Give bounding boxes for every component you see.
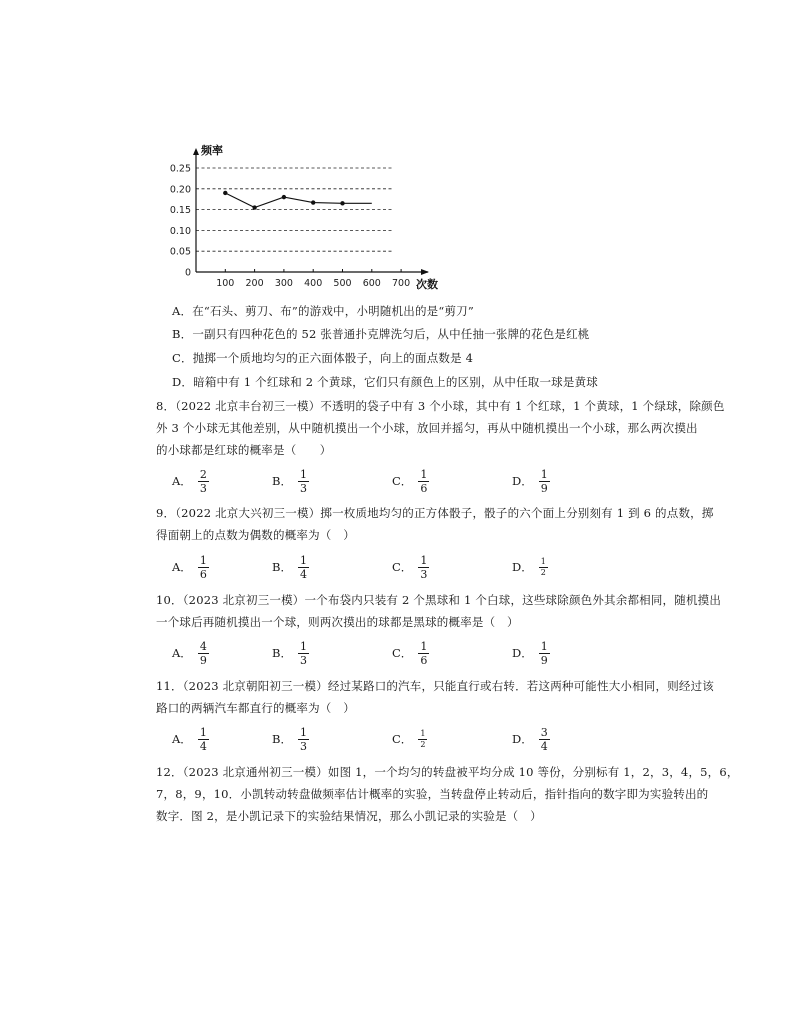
fraction: [418, 555, 429, 580]
option-letter: D．: [512, 474, 533, 488]
x-tick-label: 600: [362, 278, 381, 289]
y-tick-label: 0.15: [170, 205, 191, 217]
option-c: [392, 466, 429, 496]
fraction-denominator: 3: [299, 481, 307, 495]
option-letter: C．: [392, 646, 413, 660]
option-d: [512, 724, 550, 754]
y-axis-arrow: [193, 148, 199, 155]
option-letter: D．: [512, 732, 533, 746]
fraction-denominator: 2: [540, 567, 546, 577]
q10-stem-line-2: 一个球后再随机摸出一个球，则两次摸出的球都是黑球的概率是（ ）: [156, 615, 519, 629]
fraction: [198, 641, 209, 666]
fraction-denominator: 3: [199, 481, 207, 495]
fraction-numerator: 1: [540, 467, 548, 481]
x-tick-label: 200: [245, 278, 264, 289]
fraction-denominator: 3: [299, 739, 307, 753]
fraction-numerator: 1: [299, 553, 307, 567]
option-letter: D．: [512, 646, 533, 660]
fraction: [198, 555, 209, 580]
q11-stem-line-2: 路口的两辆汽车都直行的概率为（ ）: [156, 701, 355, 715]
option-letter: A．: [172, 732, 192, 746]
fraction-numerator: 1: [420, 467, 428, 481]
fraction-denominator: 3: [299, 653, 307, 667]
option-letter: D．: [512, 560, 533, 574]
option-c: [392, 638, 429, 668]
data-point: [282, 195, 286, 199]
series-line: [225, 193, 371, 208]
x-tick-label: 300: [274, 278, 293, 289]
fraction: [539, 727, 550, 752]
fraction: [298, 555, 309, 580]
option-letter: A．: [172, 646, 192, 660]
x-tick-label: 700: [392, 278, 411, 289]
fraction-numerator: 4: [199, 639, 207, 653]
fraction: [539, 558, 548, 577]
option-b: [272, 552, 309, 582]
q8-stem-line-2: 外 3 个小球无其他差别，从中随机摸出一个小球，放回并摇匀，再从中随机摸出一个小球，那么两次摸出: [156, 421, 698, 435]
data-point: [340, 201, 344, 205]
q9-stem-line-1: 9．（2022 北京大兴初三一模）掷一枚质地均匀的正方体骰子，骰子的六个面上分别刻有 1 到 6 的点数，掷: [156, 506, 714, 520]
fraction-denominator: 4: [299, 567, 307, 581]
option-letter: C．: [392, 560, 413, 574]
option-letter: B．: [272, 474, 292, 488]
fraction-numerator: 1: [420, 639, 428, 653]
option-b: [272, 724, 309, 754]
option-b: [272, 466, 309, 496]
fraction-denominator: 9: [540, 481, 548, 495]
option-letter: A．: [172, 560, 192, 574]
fraction: [539, 641, 550, 666]
y-tick-label: 0.25: [170, 163, 191, 175]
fraction: [418, 730, 427, 749]
fraction: [198, 727, 209, 752]
x-tick-label: 400: [304, 278, 323, 289]
data-point: [252, 205, 256, 209]
q7-option-d: D．暗箱中有 1 个红球和 2 个黄球，它们只有颜色上的区别，从中任取一球是黄球: [172, 375, 598, 389]
fraction-denominator: 4: [540, 739, 548, 753]
option-c: [392, 552, 429, 582]
option-letter: C．: [392, 732, 413, 746]
option-b: [272, 638, 309, 668]
fraction-numerator: 1: [420, 553, 428, 567]
option-d: [512, 466, 550, 496]
fraction-numerator: 2: [199, 467, 207, 481]
option-letter: B．: [272, 732, 292, 746]
fraction: [418, 469, 429, 494]
fraction: [298, 727, 309, 752]
y-tick-label: 0.05: [170, 246, 191, 258]
q10-stem-line-1: 10．（2023 北京初三一模）一个布袋内只装有 2 个黑球和 1 个白球，这些球除颜色外其余都相同，随机摸出: [156, 593, 722, 607]
fraction-denominator: 9: [199, 653, 207, 667]
option-a: [172, 552, 209, 582]
option-a: [172, 638, 209, 668]
q7-option-a: A．在“石头、剪刀、布”的游戏中，小明随机出的是“剪刀”: [172, 304, 474, 318]
option-letter: A．: [172, 474, 192, 488]
q8-stem-line-3: 的小球都是红球的概率是（ ）: [156, 443, 332, 457]
fraction-numerator: 3: [540, 725, 548, 739]
option-letter: C．: [392, 474, 413, 488]
fraction: [198, 469, 209, 494]
option-a: [172, 466, 209, 496]
option-d: [512, 552, 548, 582]
fraction-denominator: 6: [420, 481, 428, 495]
q8-stem-line-1: 8．（2022 北京丰台初三一模）不透明的袋子中有 3 个小球，其中有 1 个红球，1 个黄球，1 个绿球，除颜色: [156, 399, 725, 413]
option-d: [512, 638, 550, 668]
q12-stem-line-3: 数字．图 2，是小凯记录下的实验结果情况，那么小凯记录的实验是（ ）: [156, 809, 542, 823]
fraction-numerator: 1: [540, 556, 546, 566]
option-a: [172, 724, 209, 754]
fraction-numerator: 1: [299, 639, 307, 653]
q7-option-b: B．一副只有四种花色的 52 张普通扑克牌洗匀后，从中任抽一张牌的花色是红桃: [172, 327, 590, 341]
fraction-numerator: 1: [199, 553, 207, 567]
x-tick-label: 100: [216, 278, 235, 289]
y-axis-label: 频率: [201, 144, 223, 157]
fraction: [298, 641, 309, 666]
x-axis-arrow: [421, 269, 429, 275]
fraction-numerator: 1: [299, 467, 307, 481]
fraction: [539, 469, 550, 494]
fraction-denominator: 4: [199, 739, 207, 753]
fraction-numerator: 1: [420, 728, 426, 738]
data-point: [223, 191, 227, 195]
q9-stem-line-2: 得面朝上的点数为偶数的概率为（ ）: [156, 528, 355, 542]
y-tick-label: 0.20: [170, 184, 191, 196]
option-c: [392, 724, 427, 754]
y-tick-label: 0: [184, 267, 191, 279]
x-axis-label: 次数: [416, 278, 438, 290]
option-letter: B．: [272, 646, 292, 660]
fraction-numerator: 1: [299, 725, 307, 739]
q12-stem-line-1: 12．（2023 北京通州初三一模）如图 1，一个均匀的转盘被平均分成 10 等份，分别标有 1，2，3，4，5，6，: [156, 765, 739, 779]
fraction-denominator: 9: [540, 653, 548, 667]
y-tick-label: 0.10: [170, 225, 191, 237]
data-point: [311, 200, 315, 204]
q11-stem-line-1: 11．（2023 北京朝阳初三一模）经过某路口的汽车，只能直行或右转．若这两种可能性大小相同，则经过该: [156, 679, 714, 693]
fraction: [418, 641, 429, 666]
fraction-denominator: 2: [420, 739, 426, 749]
fraction-denominator: 6: [199, 567, 207, 581]
fraction-denominator: 3: [420, 567, 428, 581]
fraction-denominator: 6: [420, 653, 428, 667]
x-tick-label: 500: [333, 278, 352, 289]
fraction: [298, 469, 309, 494]
option-letter: B．: [272, 560, 292, 574]
frequency-line-chart: [170, 140, 450, 290]
q7-option-c: C．抛掷一个质地均匀的正六面体骰子，向上的面点数是 4: [172, 351, 474, 365]
q12-stem-line-2: 7，8，9，10．小凯转动转盘做频率估计概率的实验，当转盘停止转动后，指针指向的数字即为实验转出的: [156, 787, 709, 801]
fraction-numerator: 1: [199, 725, 207, 739]
fraction-numerator: 1: [540, 639, 548, 653]
